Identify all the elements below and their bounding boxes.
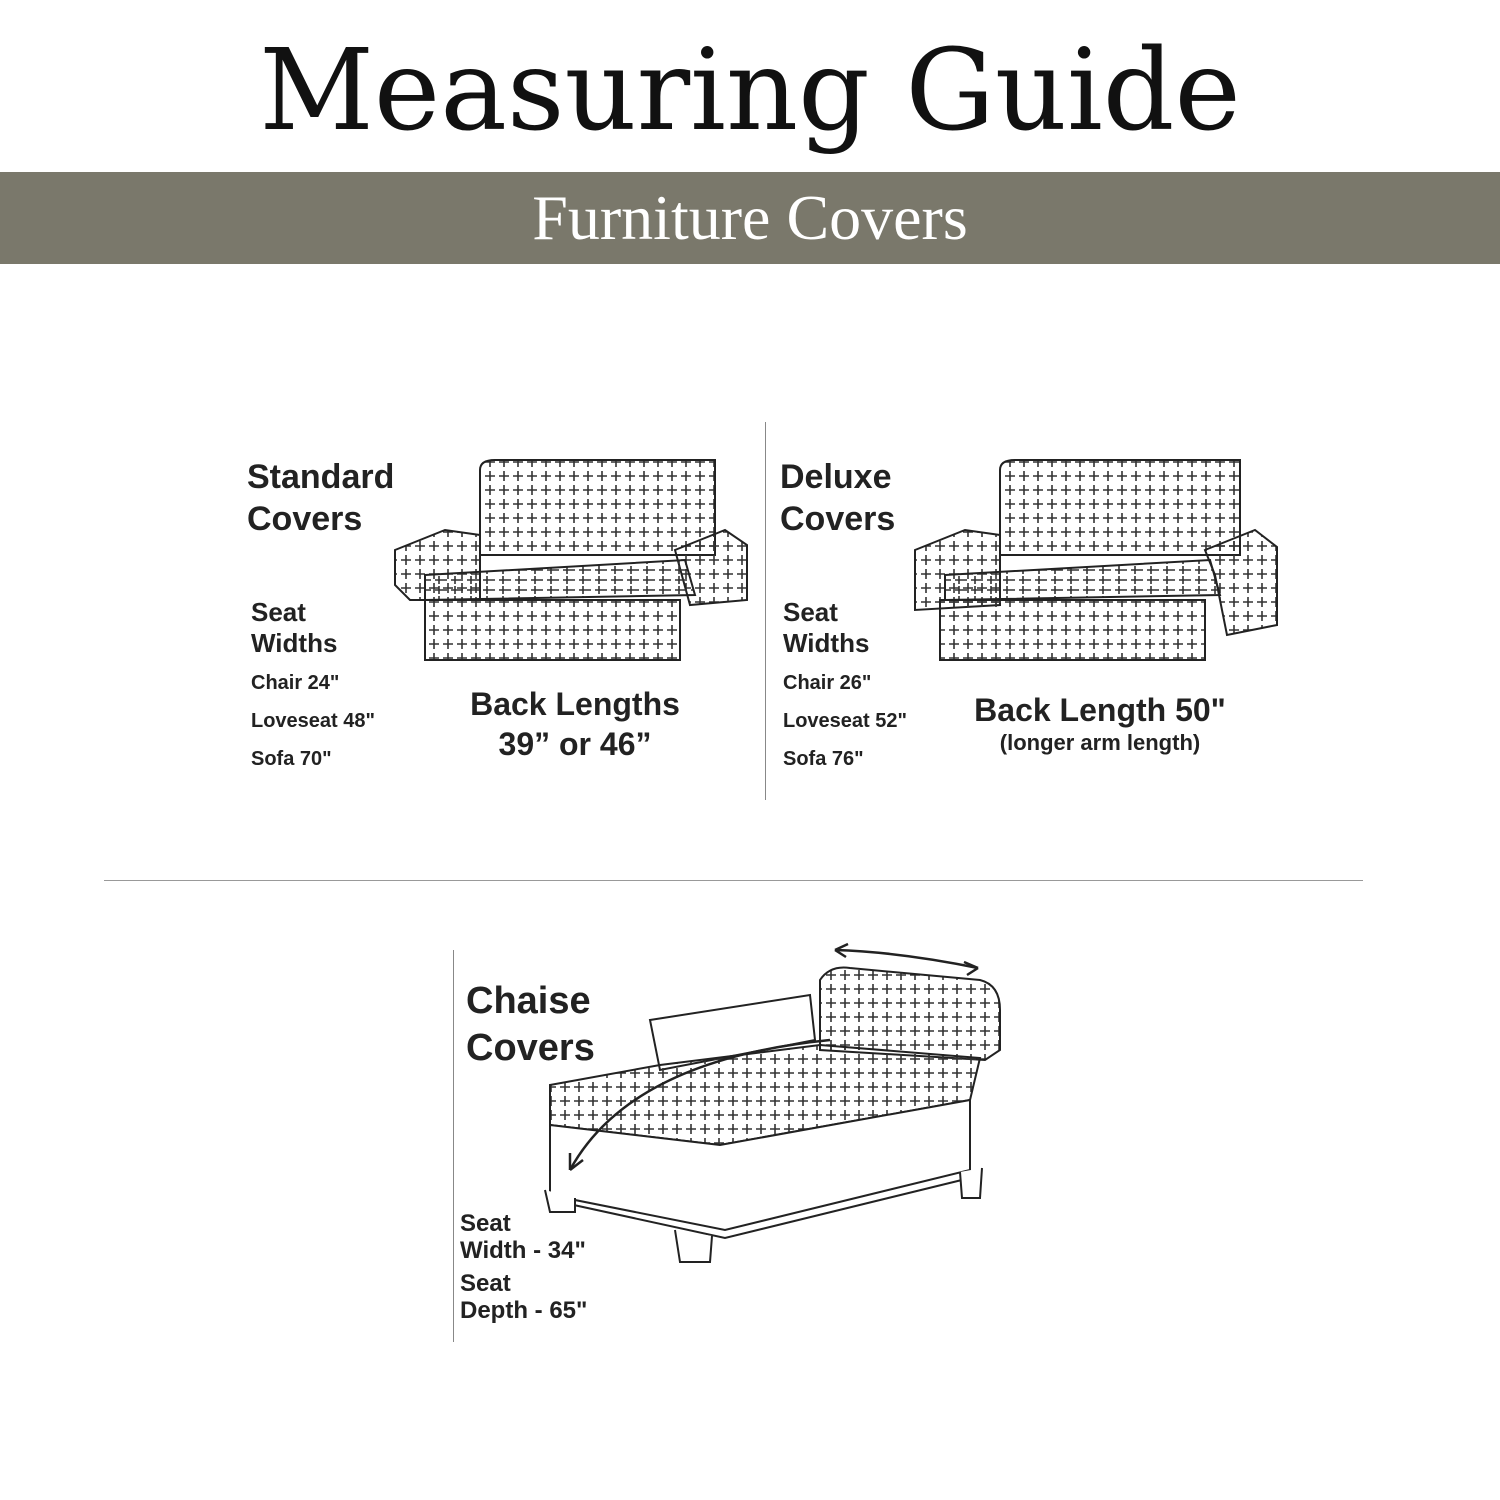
page-title: Measuring Guide: [259, 26, 1241, 156]
size-chair: Chair 24": [251, 672, 340, 694]
size-sofa: Sofa 70": [251, 748, 332, 770]
subtitle-band: [0, 172, 1500, 264]
section-divider: [104, 880, 1363, 881]
deluxe-seat-label: Seat Widths: [783, 597, 870, 658]
standard-size-list: [251, 664, 375, 778]
standard-seat-label: Seat Widths: [251, 597, 338, 658]
chaise-heading: Chaise Covers: [466, 980, 595, 1069]
size-sofa: Sofa 76": [783, 748, 864, 770]
size-loveseat: Loveseat 48": [251, 710, 375, 732]
panel-divider: [765, 422, 766, 800]
size-loveseat: Loveseat 52": [783, 710, 907, 732]
deluxe-size-list: [783, 664, 907, 778]
deluxe-chair-cover-illustration: [905, 455, 1285, 670]
subtitle: Furniture Covers: [532, 182, 968, 253]
chaise-cover-illustration: [530, 940, 1010, 1270]
standard-chair-cover-illustration: [385, 455, 755, 670]
chaise-left-rule: [453, 950, 454, 1342]
size-chair: Chair 26": [783, 672, 872, 694]
deluxe-heading: Deluxe Covers: [780, 458, 896, 538]
standard-back-length: Back Lengths 39” or 46”: [470, 686, 680, 762]
chaise-seat-width: Seat Width - 34": [460, 1210, 586, 1264]
standard-heading: Standard Covers: [247, 458, 395, 538]
deluxe-back-length: Back Length 50" (longer arm length): [974, 692, 1226, 755]
chaise-seat-depth: Seat Depth - 65": [460, 1270, 588, 1324]
